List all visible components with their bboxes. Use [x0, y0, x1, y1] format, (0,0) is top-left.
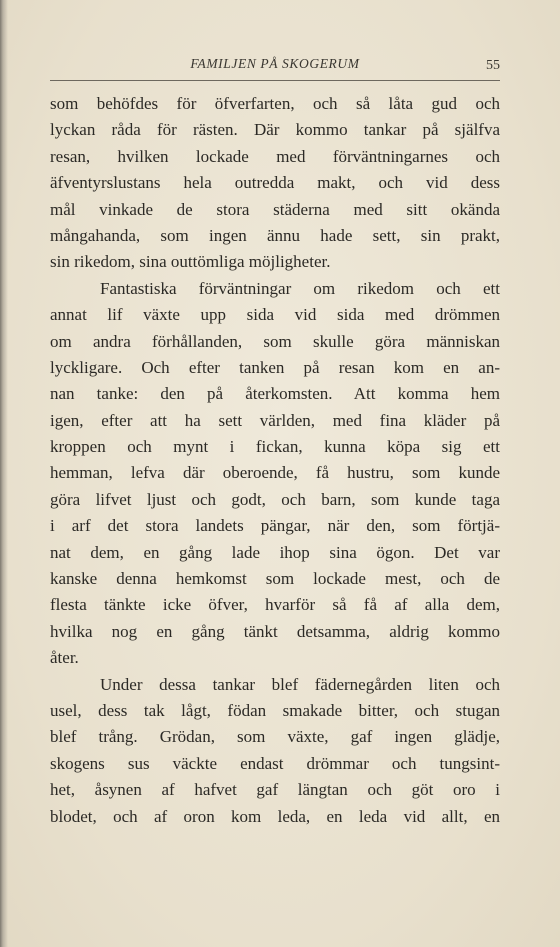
- binding-shadow: [0, 0, 8, 947]
- text-line: nan tanke: den på återkomsten. Att komma hem: [50, 384, 500, 404]
- text-line: annat lif växte upp sida vid sida med drömmen: [50, 305, 500, 325]
- text-line: äfventyrslustans hela outredda makt, och vid dess: [50, 173, 500, 193]
- page-number: 55: [486, 58, 500, 73]
- text-line: hemman, lefva där oberoende, få hustru, som kunde: [50, 463, 500, 483]
- text-line: i arf det stora landets pängar, när den, som förtjä-: [50, 516, 500, 536]
- text-line: het, åsynen af hafvet gaf längtan och göt oro i: [50, 780, 500, 800]
- text-line: mål vinkade de stora städerna med sitt okända: [50, 199, 500, 219]
- text-line: igen, efter att ha sett världen, med fina kläder på: [50, 410, 500, 430]
- text-line: hvilka nog en gång tänkt detsamma, aldrig kommo: [50, 621, 500, 641]
- text-line: kroppen och mynt i fickan, kunna köpa sig ett: [50, 437, 500, 457]
- text-line: kanske denna hemkomst som lockade mest, och de: [50, 569, 500, 589]
- text-line: om andra förhållanden, som skulle göra människan: [50, 331, 500, 351]
- text-line: som behöfdes för öfverfarten, och så låta gud och: [50, 94, 500, 113]
- header-rule: [50, 80, 500, 81]
- running-title: FAMILJEN PÅ SKOGERUM: [190, 56, 360, 71]
- text-line: Under dessa tankar blef fädernegården liten och: [100, 674, 500, 694]
- text-line: blodet, och af oron kom leda, en leda vid allt, en: [50, 806, 500, 826]
- text-line: åter.: [50, 648, 79, 668]
- text-line: Fantastiska förväntningar om rikedom och ett: [100, 278, 500, 298]
- text-line: göra lifvet ljust och godt, och barn, som kunde taga: [50, 489, 500, 509]
- page-header: [50, 56, 500, 80]
- text-line: lyckligare. Och efter tanken på resan kom en an-: [50, 357, 500, 377]
- text-line: mångahanda, som ingen ännu hade sett, sin prakt,: [50, 225, 500, 245]
- text-line: lyckan råda för rästen. Där kommo tankar på själfva: [50, 120, 500, 140]
- text-line: usel, dess tak lågt, födan smakade bitter, och stugan: [50, 700, 500, 720]
- text-line: nat dem, en gång lade ihop sina ögon. Det var: [50, 542, 500, 562]
- text-line: blef trång. Grödan, som växte, gaf ingen glädje,: [50, 727, 500, 747]
- text-line: sin rikedom, sina outtömliga möjligheter.: [50, 252, 331, 272]
- body-text: [50, 91, 500, 830]
- text-line: skogens sus väckte endast drömmar och tungsint-: [50, 753, 500, 773]
- text-line: resan, hvilken lockade med förväntningarnes och: [50, 146, 500, 166]
- text-line: flesta tänkte icke öfver, hvarför så få af alla dem,: [50, 595, 500, 615]
